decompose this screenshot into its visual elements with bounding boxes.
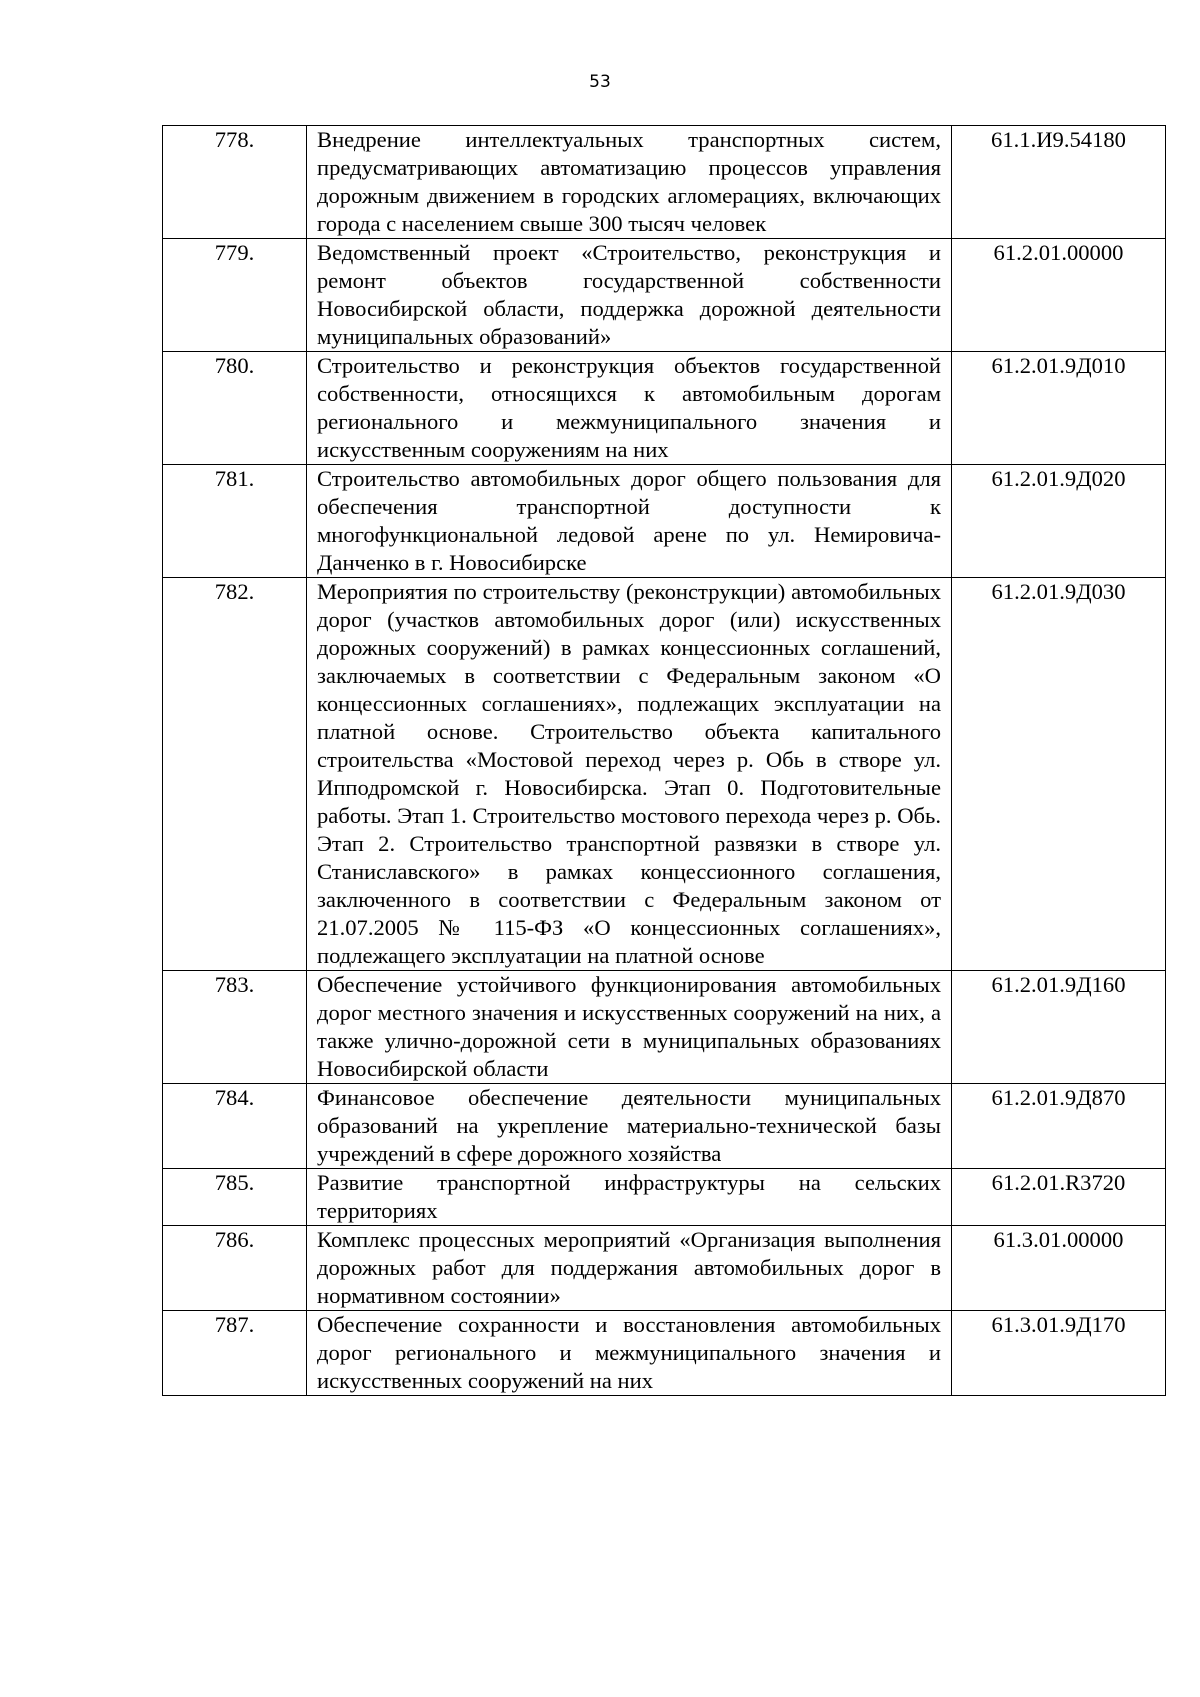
row-description-cell: Комплекс процессных мероприятий «Организация выполнения дорожных работ для поддержания автомобильных дорог в нормативном состоянии» [307, 1226, 952, 1311]
table-row [163, 1311, 1166, 1396]
row-code-cell: 61.2.01.9Д160 [952, 971, 1166, 1084]
table-row [163, 239, 1166, 352]
row-number-cell: 780. [163, 352, 307, 465]
budget-classification-table [162, 125, 1166, 1396]
row-code-cell: 61.2.01.9Д030 [952, 578, 1166, 971]
row-number-cell: 783. [163, 971, 307, 1084]
row-code-cell: 61.2.01.9Д010 [952, 352, 1166, 465]
row-description-cell: Строительство автомобильных дорог общего пользования для обеспечения транспортной доступности к многофункциональной ледовой арене по ул. Немировича-Данченко в г. Новосибирске [307, 465, 952, 578]
row-number-cell: 782. [163, 578, 307, 971]
table-row [163, 352, 1166, 465]
row-code-cell: 61.1.И9.54180 [952, 126, 1166, 239]
row-description-cell: Финансовое обеспечение деятельности муниципальных образований на укрепление материально-технической базы учреждений в сфере дорожного хозяйства [307, 1084, 952, 1169]
row-code-cell: 61.2.01.9Д870 [952, 1084, 1166, 1169]
row-number-cell: 781. [163, 465, 307, 578]
table-row [163, 578, 1166, 971]
row-description-cell: Обеспечение сохранности и восстановления автомобильных дорог регионального и межмуниципального значения и искусственных сооружений на них [307, 1311, 952, 1396]
row-description-cell: Обеспечение устойчивого функционирования автомобильных дорог местного значения и искусственных сооружений на них, а также улично-дорожной сети в муниципальных образованиях Новосибирской области [307, 971, 952, 1084]
table-row [163, 971, 1166, 1084]
row-code-cell: 61.2.01.R3720 [952, 1169, 1166, 1226]
row-description-cell: Мероприятия по строительству (реконструкции) автомобильных дорог (участков автомобильных дорог (или) искусственных дорожных сооружений) в рамках концессионных соглашений, заключаемых в соответствии с Федеральным законом «О концессионных соглашениях», подлежащих эксплуатации на платной основе. Строительство объекта капитального строительства «Мостовой переход через р. Обь в створе ул. Ипподромской г. Новосибирска. Этап 0. Подготовительные работы. Этап 1. Строительство мостового перехода через р. Обь. Этап 2. Строительство транспортной развязки в створе ул. Станиславского» в рамках концессионного соглашения, заключенного в соответствии с Федеральным законом от 21.07.2005 № 115-ФЗ «О концессионных соглашениях», подлежащего эксплуатации на платной основе [307, 578, 952, 971]
table-row [163, 1226, 1166, 1311]
row-number-cell: 784. [163, 1084, 307, 1169]
row-description-cell: Строительство и реконструкция объектов государственной собственности, относящихся к автомобильным дорогам регионального и межмуниципального значения и искусственным сооружениям на них [307, 352, 952, 465]
page-number: 53 [589, 72, 611, 92]
row-code-cell: 61.2.01.00000 [952, 239, 1166, 352]
row-number-cell: 785. [163, 1169, 307, 1226]
table-row [163, 126, 1166, 239]
row-number-cell: 786. [163, 1226, 307, 1311]
row-description-cell: Внедрение интеллектуальных транспортных систем, предусматривающих автоматизацию процессов управления дорожным движением в городских агломерациях, включающих города с населением свыше 300 тысяч человек [307, 126, 952, 239]
table-row [163, 465, 1166, 578]
table-row [163, 1084, 1166, 1169]
row-code-cell: 61.2.01.9Д020 [952, 465, 1166, 578]
row-description-cell: Ведомственный проект «Строительство, реконструкция и ремонт объектов государственной собственности Новосибирской области, поддержка дорожной деятельности муниципальных образований» [307, 239, 952, 352]
row-number-cell: 778. [163, 126, 307, 239]
table-body [163, 126, 1166, 1396]
row-code-cell: 61.3.01.00000 [952, 1226, 1166, 1311]
row-number-cell: 779. [163, 239, 307, 352]
table-row [163, 1169, 1166, 1226]
row-code-cell: 61.3.01.9Д170 [952, 1311, 1166, 1396]
row-description-cell: Развитие транспортной инфраструктуры на сельских территориях [307, 1169, 952, 1226]
row-number-cell: 787. [163, 1311, 307, 1396]
